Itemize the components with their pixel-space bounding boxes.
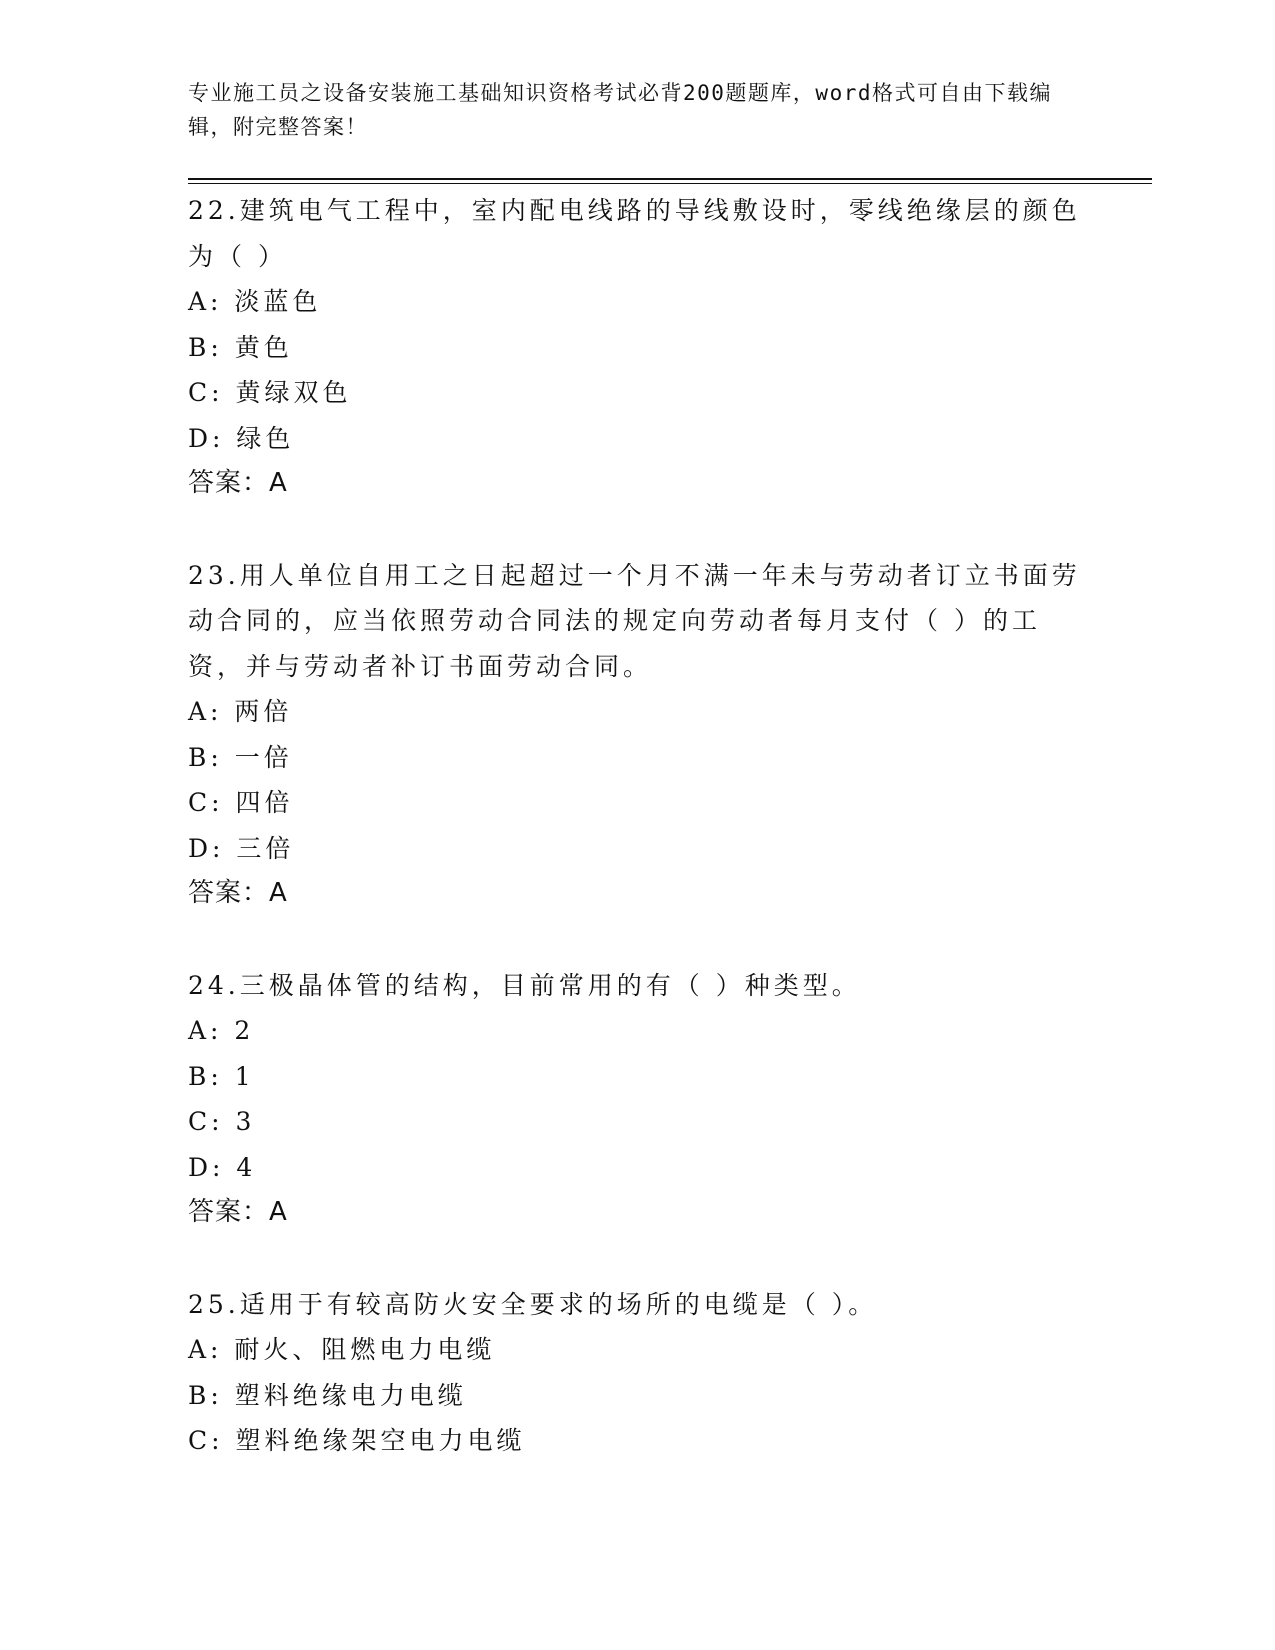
- option-b: B: 1: [188, 1061, 255, 1091]
- question-stem: 22.建筑电气工程中，室内配电线路的导线敷设时，零线绝缘层的颜色为（ ）: [188, 196, 1081, 271]
- answer-line: 答案：A: [188, 468, 288, 498]
- option-d: D: 4: [188, 1152, 257, 1182]
- question-25: [188, 1282, 1088, 1464]
- question-23: [188, 553, 1088, 917]
- question-stem: 23.用人单位自用工之日起超过一个月不满一年未与劳动者订立书面劳动合同的，应当依照劳动合同法的规定向劳动者每月支付（ ）的工资，并与劳动者补订书面劳动合同。: [188, 560, 1081, 681]
- option-c: C: 四倍: [188, 788, 294, 817]
- header-rule-thin: [188, 183, 1152, 184]
- option-a: A: 耐火、阻燃电力电缆: [188, 1335, 496, 1364]
- document-header: 专业施工员之设备安装施工基础知识资格考试必背200题题库，word格式可自由下载编辑，附完整答案！: [188, 81, 1052, 139]
- answer-line: 答案：A: [188, 1197, 288, 1227]
- question-22: [188, 188, 1088, 507]
- option-a: A: 2: [188, 1016, 255, 1045]
- option-b: B: 一倍: [188, 742, 293, 772]
- option-d: D: 三倍: [188, 833, 295, 863]
- answer-line: 答案：A: [188, 878, 288, 908]
- option-b: B: 黄色: [188, 332, 293, 362]
- option-c: C: 塑料绝缘架空电力电缆: [188, 1426, 526, 1455]
- option-b: B: 塑料绝缘电力电缆: [188, 1380, 467, 1410]
- question-stem: 25.适用于有较高防火安全要求的场所的电缆是（ ）。: [188, 1289, 878, 1319]
- option-a: A: 淡蓝色: [188, 287, 322, 316]
- option-a: A: 两倍: [188, 697, 293, 726]
- option-c: C: 黄绿双色: [188, 378, 352, 407]
- option-c: C: 3: [188, 1107, 256, 1136]
- option-d: D: 绿色: [188, 423, 295, 453]
- question-24: [188, 963, 1088, 1236]
- question-stem: 24.三极晶体管的结构，目前常用的有（ ）种类型。: [188, 970, 861, 1000]
- header-rule-thick: [188, 178, 1152, 180]
- question-list: [188, 188, 1088, 1510]
